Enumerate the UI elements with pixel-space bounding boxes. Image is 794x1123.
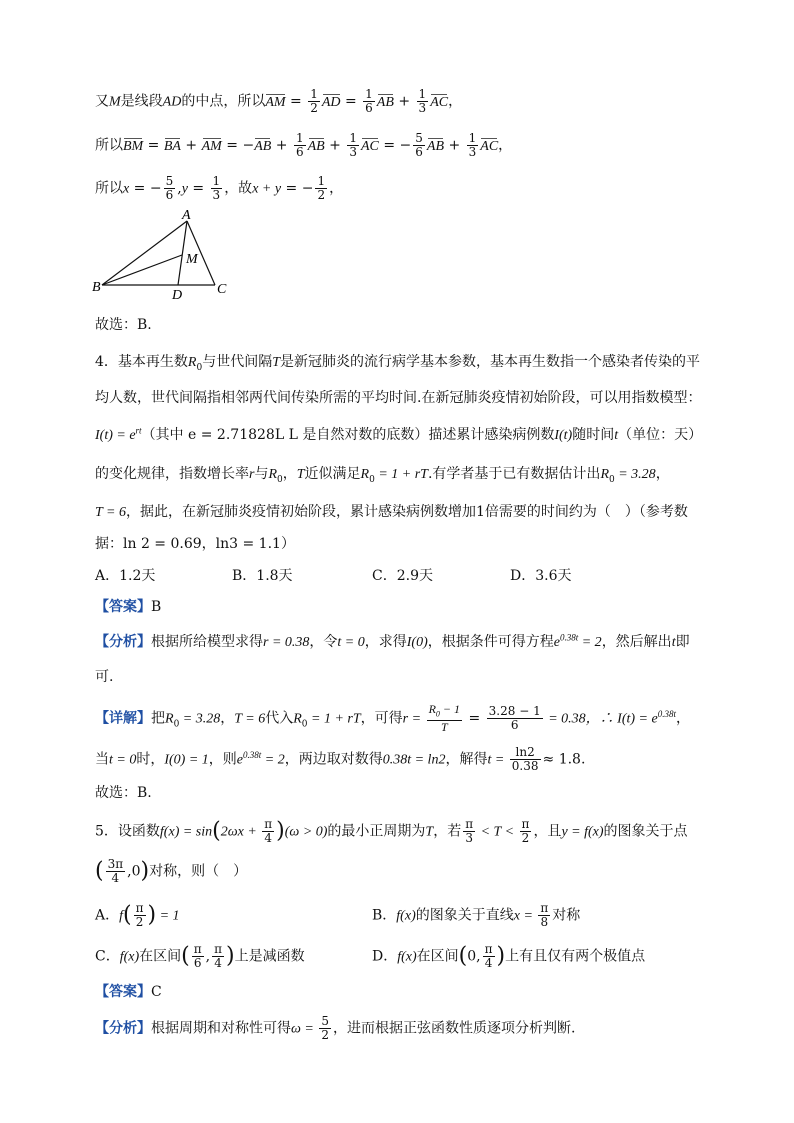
math-expr: t = <box>487 752 508 768</box>
q4-option-d: D．3.6天 <box>510 568 572 584</box>
math-var: t <box>614 428 619 443</box>
op: = − <box>281 180 314 197</box>
den: 3 <box>212 188 221 202</box>
num: 1 <box>468 131 477 145</box>
fraction <box>308 88 320 115</box>
q5-analysis <box>95 1015 575 1042</box>
fraction <box>319 1015 331 1042</box>
math-expr: T = 6 <box>234 711 266 727</box>
den: 4 <box>484 956 493 970</box>
num: 5 <box>415 131 423 145</box>
math-expr: I(0) <box>406 635 428 650</box>
math-expr: f(x) <box>119 949 140 965</box>
fraction <box>315 175 327 202</box>
answer-value: C <box>151 984 162 1000</box>
fraction <box>211 175 223 202</box>
text: 的变化规律，指数增长率 <box>95 466 249 482</box>
text: ，求得 <box>364 634 407 650</box>
math-expr: ω = <box>291 1021 318 1037</box>
segment-bm <box>102 255 182 285</box>
fraction <box>427 703 462 734</box>
math-expr: = 3.28 <box>179 711 221 727</box>
math-var: R <box>600 467 609 482</box>
superscript: rt <box>135 425 142 436</box>
text: ，则 <box>208 751 237 768</box>
math-expr: = 0.38 <box>544 711 586 727</box>
num: 1 <box>295 131 304 145</box>
den: 0.38 <box>511 759 539 773</box>
num <box>427 703 462 721</box>
num: 3π <box>107 857 124 871</box>
num: 1 <box>365 87 373 101</box>
den: 8 <box>540 915 549 929</box>
den: 4 <box>111 871 120 885</box>
math-var: M <box>109 94 121 110</box>
math-expr: x = <box>513 908 537 924</box>
text: . <box>580 751 586 768</box>
math-expr: = 1 <box>156 908 180 924</box>
math-expr: T = 6 <box>95 505 126 520</box>
den: 3 <box>465 831 473 845</box>
op: = <box>143 137 164 154</box>
text: ，故 <box>224 180 253 197</box>
text: ，且 <box>533 823 562 840</box>
math-var: R <box>360 467 370 482</box>
text: ， <box>282 466 297 482</box>
text: D． <box>372 948 398 965</box>
vector-ba: BA <box>163 138 181 154</box>
text: ，可得 <box>360 710 403 727</box>
den: 6 <box>193 956 202 970</box>
math-expr: I(0) = 1 <box>164 752 209 768</box>
paren: ) <box>140 858 150 884</box>
text: ， <box>655 466 670 482</box>
fraction <box>463 818 475 845</box>
label-a: A <box>182 208 191 223</box>
q4-option-b: B．1.8天 <box>232 568 293 584</box>
math-expr: ≈ 1.8 <box>542 751 581 768</box>
math-var: y <box>181 181 188 197</box>
num: π <box>193 942 202 956</box>
text: ，两边取对数得 <box>284 751 383 768</box>
math-expr: f(x) <box>397 949 417 965</box>
num: π <box>540 901 549 915</box>
text: 根据周期和对称性可得 <box>151 1020 291 1037</box>
analysis-tag: 【分析】 <box>95 1020 151 1037</box>
text: 的最小正周期为 <box>327 823 426 840</box>
q5-line-2 <box>95 858 247 885</box>
label-d: D <box>172 288 183 300</box>
fraction <box>134 902 146 929</box>
text: ，进而根据正弦函数性质逐项分析判断. <box>332 1020 576 1037</box>
math-var: T <box>296 467 305 482</box>
paren: ( <box>95 858 104 884</box>
q5-option-b <box>372 902 580 929</box>
vector-ab: AB <box>254 138 272 154</box>
fraction <box>487 705 543 732</box>
vector-ab: AB <box>307 138 325 154</box>
math-var: x <box>123 181 130 197</box>
q4-line-2: 均人数，世代间隔指相邻两代间传染所需的平均时间.在新冠肺炎疫情初始阶段，可以用指数模型： <box>95 390 702 406</box>
text: ，然后解出 <box>601 634 672 650</box>
den: 4 <box>214 956 222 970</box>
op: , <box>177 180 182 197</box>
subscript: 0 <box>196 362 203 373</box>
den: 4 <box>264 831 273 845</box>
math-expr: I(t) = e <box>95 428 136 443</box>
den: 3 <box>349 145 357 159</box>
math-expr: 0, <box>467 948 481 965</box>
q4-detail-line-1 <box>95 703 690 734</box>
math-var: R <box>187 355 197 370</box>
op: = − <box>221 137 255 154</box>
q4-line-5 <box>95 501 688 521</box>
fraction <box>467 132 479 159</box>
paren: ( <box>123 902 132 928</box>
q5-answer <box>95 981 162 1001</box>
text: ， <box>448 93 463 110</box>
paren: ( <box>212 818 221 844</box>
math-expr: I(t) <box>554 428 573 443</box>
math-var: r <box>249 467 255 482</box>
math-expr: = 2 <box>578 635 602 650</box>
text: 的图象关于直线 <box>415 907 514 924</box>
op: + <box>180 137 202 154</box>
text: C． <box>95 948 120 965</box>
math-var: t <box>671 635 676 650</box>
math-expr: e <box>553 635 560 650</box>
math-expr: r = <box>402 711 425 727</box>
den: 6 <box>510 718 519 733</box>
subscript: 0 <box>609 474 615 485</box>
subscript: 0 <box>369 474 375 485</box>
den: T <box>440 720 448 735</box>
op: + <box>393 93 415 110</box>
math-var: R <box>293 711 302 727</box>
text: ，根据条件可得方程 <box>427 634 554 650</box>
label-m: M <box>186 252 198 267</box>
text: ， <box>220 710 235 727</box>
subscript: 0 <box>277 474 283 485</box>
q4-answer <box>95 596 161 616</box>
den: 3 <box>468 145 477 159</box>
text: ，若 <box>433 823 462 840</box>
solution-line-3 <box>95 175 343 202</box>
vector-am: AM <box>265 94 286 110</box>
fraction <box>363 88 375 115</box>
text: 上有且仅有两个极值点 <box>505 948 646 965</box>
math-expr: = 1 + rT <box>307 711 361 727</box>
text: .有学者基于已有数据估计出 <box>427 466 601 482</box>
op: + <box>271 137 292 154</box>
label-c: C <box>217 282 227 297</box>
text: 把 <box>151 710 165 727</box>
text: （其中 e = 2.71828L L 是自然对数的底数）描述累计感染病例数 <box>141 427 555 443</box>
q4-analysis-line-2: 可. <box>95 669 114 685</box>
label-b: B <box>92 280 101 295</box>
vector-ab: AB <box>376 94 394 110</box>
op: = − <box>129 180 162 197</box>
text: 上是减函数 <box>234 948 305 965</box>
text: ， <box>498 137 513 154</box>
num: π <box>135 901 144 915</box>
q4-detail-line-2 <box>95 746 585 773</box>
q4-analysis-line-1 <box>95 631 690 651</box>
text: 5．设函数 <box>95 823 160 840</box>
q4-line-3 <box>95 424 702 444</box>
triangle-figure <box>90 205 240 300</box>
num: π <box>214 942 222 956</box>
math-expr: ，∴ I(t) = e <box>585 711 658 727</box>
text: 代入 <box>265 710 294 727</box>
superscript: 0.38t <box>243 749 262 760</box>
text: 当 <box>95 751 109 768</box>
text: 与世代间隔 <box>202 354 273 370</box>
text: ，令 <box>309 634 338 650</box>
math-expr: = 2 <box>261 752 285 768</box>
q4-option-c: C．2.9天 <box>372 568 433 584</box>
fraction <box>413 132 425 159</box>
vector-bm: BM <box>123 138 144 154</box>
text: 即 <box>675 634 690 650</box>
fraction <box>510 746 541 773</box>
fraction <box>347 132 359 159</box>
num: 5 <box>321 1014 329 1028</box>
text: 的中点，所以 <box>181 93 266 110</box>
text: ， <box>329 180 344 197</box>
fraction <box>294 132 306 159</box>
q4-line-1 <box>95 351 700 373</box>
num-part: − 1 <box>439 702 461 716</box>
math-expr: x + y <box>252 181 282 197</box>
math-expr: f(x) <box>396 908 416 924</box>
text: ，据此，在新冠肺炎疫情初始阶段，累计感染病例数增加1倍需要的时间约为（ ）（参考数 <box>125 504 688 520</box>
math-expr: < T < <box>477 824 518 840</box>
num: 1 <box>317 174 326 188</box>
text: ， <box>675 710 690 727</box>
text: 是线段 <box>120 93 163 110</box>
q5-option-a <box>95 902 180 929</box>
num: ln2 <box>510 746 541 760</box>
fraction <box>106 858 126 885</box>
text: B． <box>372 907 397 924</box>
choose-line-1: 故选：B. <box>95 317 152 333</box>
superscript: 0.38t <box>657 709 676 720</box>
math-expr: y = f(x) <box>561 824 604 840</box>
math-expr: 0.38t = ln2 <box>382 752 446 768</box>
fraction <box>262 818 274 845</box>
num: π <box>465 817 474 831</box>
vector-am: AM <box>201 138 222 154</box>
num: π <box>264 817 273 831</box>
subscript: 0 <box>435 709 440 719</box>
vector-ac: AC <box>430 94 449 110</box>
op: = <box>187 180 209 197</box>
math-expr: f(x) = sin <box>159 824 213 840</box>
op: + <box>324 137 346 154</box>
answer-tag: 【答案】 <box>95 984 151 1000</box>
num: 1 <box>310 87 318 101</box>
fraction <box>538 902 550 929</box>
math-expr: ,0 <box>127 863 141 880</box>
text: 近似满足 <box>304 466 361 482</box>
superscript: 0.38t <box>559 632 579 643</box>
op: = <box>285 93 307 110</box>
num: 1 <box>418 87 427 101</box>
math-expr: = 1 + rT <box>374 467 428 482</box>
math-expr: 2ωx + <box>220 824 261 840</box>
den: 2 <box>317 188 326 202</box>
text: 是新冠肺炎的流行病学基本参数，基本再生数指一个感染者传染的平 <box>280 354 701 370</box>
paren: ) <box>276 818 285 844</box>
num-part: R <box>428 702 436 716</box>
num: 5 <box>165 174 174 188</box>
paren: ( <box>458 943 468 969</box>
num: π <box>521 817 530 831</box>
num: 3.28 − 1 <box>488 704 541 719</box>
paren: ) <box>147 902 157 928</box>
fraction <box>192 943 204 970</box>
math-var: T <box>425 824 434 840</box>
den: 2 <box>321 1028 329 1042</box>
text: 时， <box>136 751 165 768</box>
den: 2 <box>310 101 318 115</box>
text: （单位：天） <box>618 427 703 443</box>
q4-option-a: A．1.2天 <box>95 568 156 584</box>
subscript: 0 <box>301 719 308 730</box>
fraction <box>212 943 224 970</box>
solution-line-1 <box>95 88 462 115</box>
math-expr: t = 0 <box>337 635 365 650</box>
fraction <box>483 943 495 970</box>
math-var: R <box>165 711 174 727</box>
text: 所以 <box>95 137 123 154</box>
vector-ac: AC <box>480 138 499 154</box>
den: 2 <box>135 915 144 929</box>
op: = <box>340 93 362 110</box>
q5-line-1 <box>95 818 688 845</box>
num: 1 <box>212 174 221 188</box>
text: 在区间 <box>139 948 182 965</box>
math-expr: e <box>236 752 243 768</box>
text: 对称 <box>552 907 581 924</box>
text: 与 <box>254 466 269 482</box>
text: 对称，则（ ） <box>149 863 248 880</box>
op: = − <box>378 137 412 154</box>
detail-tag: 【详解】 <box>95 710 151 727</box>
math-expr: (ω > 0) <box>284 824 328 840</box>
vector-ad: AD <box>321 94 341 110</box>
edge-ab <box>102 221 187 285</box>
text: 4．基本再生数 <box>95 354 188 370</box>
math-expr: r = 0.38 <box>263 635 310 650</box>
op: + <box>444 137 465 154</box>
den: 6 <box>365 101 373 115</box>
text: 根据所给模型求得 <box>151 634 263 650</box>
q5-option-d <box>372 943 645 970</box>
text: A． <box>95 907 120 924</box>
den: 6 <box>295 145 304 159</box>
math-expr: = 3.28 <box>614 467 656 482</box>
math-var: AD <box>162 94 182 110</box>
num: 1 <box>349 131 357 145</box>
math-var: f <box>119 908 124 924</box>
op: = <box>464 710 485 727</box>
answer-tag: 【答案】 <box>95 599 151 615</box>
answer-value: B <box>151 599 162 615</box>
den: 3 <box>418 101 427 115</box>
den: 2 <box>521 831 530 845</box>
q4-line-6: 据：ln 2 = 0.69，ln3 = 1.1） <box>95 536 295 552</box>
solution-line-2 <box>95 132 512 159</box>
analysis-tag: 【分析】 <box>95 634 151 650</box>
text: 又 <box>95 93 109 110</box>
text: 的图象关于点 <box>603 823 688 840</box>
den: 6 <box>165 188 174 202</box>
text: 在区间 <box>416 948 459 965</box>
paren: ( <box>181 943 190 969</box>
math-expr: t = 0 <box>109 752 137 768</box>
fraction <box>417 88 429 115</box>
choose-line-2: 故选：B. <box>95 785 152 801</box>
fraction <box>164 175 176 202</box>
math-var: T <box>272 355 281 370</box>
text: 所以 <box>95 180 123 197</box>
text: ，解得 <box>445 751 488 768</box>
q5-option-c: C．f(x)在区间( $\frac{\pi}{6}$ , $\frac{\pi}{4}$ )上是减函数 <box>95 942 305 970</box>
subscript: 0 <box>173 719 180 730</box>
math-var: R <box>268 467 278 482</box>
paren: ) <box>496 943 506 969</box>
vector-ac: AC <box>360 138 379 154</box>
q4-line-4 <box>95 463 670 485</box>
paren: ) <box>225 943 235 969</box>
fraction <box>520 818 532 845</box>
text: 随时间 <box>572 427 615 443</box>
num: π <box>484 942 493 956</box>
den: 6 <box>415 145 423 159</box>
vector-ab: AB <box>426 138 444 154</box>
